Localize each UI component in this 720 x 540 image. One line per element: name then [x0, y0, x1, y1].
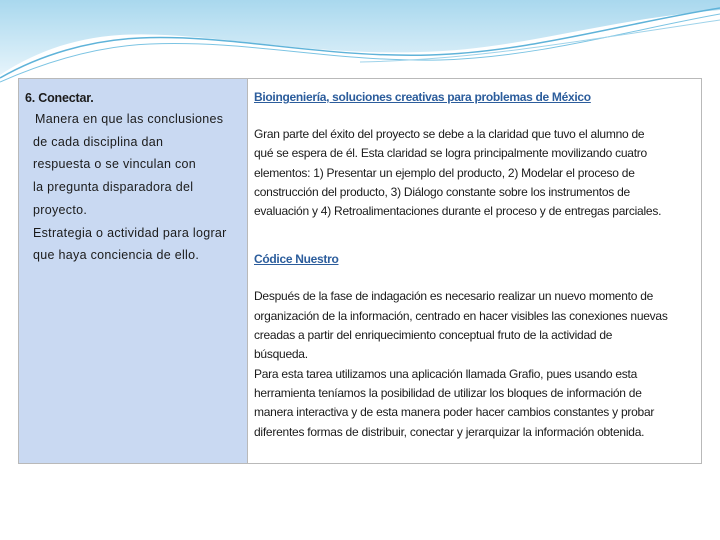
header-wave-decoration [0, 0, 720, 90]
project-description-codice [254, 287, 695, 441]
text-line: Para esta tarea utilizamos una aplicación llamada Grafio, pues usando esta [254, 366, 638, 381]
right-column [248, 79, 701, 463]
text-line: diferentes formas de distribuir, conectar y jerarquizar la información obtenida. [254, 424, 645, 439]
text-line: manera interactiva y de esta manera poder hacer cambios constantes y probar [254, 405, 655, 420]
text-line: organización de la información, centrado en hacer visibles las conexiones nuevas [254, 308, 668, 323]
section-title: 6. Conectar. [25, 91, 94, 105]
text-line: búsqueda. [254, 347, 308, 362]
text-line: evaluación y 4) Retroalimentaciones durante el proceso y de entregas parciales. [254, 204, 662, 219]
text-line: proyecto. [33, 202, 88, 217]
left-column [19, 79, 248, 463]
text-line: Gran parte del éxito del proyecto se debe a la claridad que tuvo el alumno de [254, 127, 645, 141]
text-line: que haya conciencia de ello. [33, 248, 200, 263]
content-table [18, 78, 702, 464]
text-line: creadas a partir del enriquecimiento conceptual fruto de la actividad de [254, 328, 613, 343]
project-title-link-bioingenieria[interactable]: Bioingeniería, soluciones creativas para problemas de México [254, 90, 591, 104]
text-line: Después de la fase de indagación es necesario realizar un nuevo momento de [254, 289, 654, 304]
section-description [25, 108, 241, 267]
text-line: construcción del producto, 3) Diálogo constante sobre los instrumentos de [254, 184, 630, 199]
project-title-link-codice[interactable]: Códice Nuestro [254, 252, 339, 267]
text-line: elementos: 1) Presentar un ejemplo del producto, 2) Modelar el proceso de [254, 165, 635, 180]
text-line: herramienta teníamos la posibilidad de utilizar los bloques de información de [254, 385, 642, 400]
project-description-bioingenieria [254, 125, 695, 221]
text-line: Estrategia o actividad para lograr [33, 225, 227, 240]
text-line: de cada disciplina dan [33, 134, 164, 149]
text-line: la pregunta disparadora del [33, 180, 194, 195]
text-line: Manera en que las conclusiones [35, 112, 224, 126]
text-line: respuesta o se vinculan con [33, 157, 197, 172]
text-line: qué se espera de él. Esta claridad se logra principalmente movilizando cuatro [254, 146, 647, 161]
